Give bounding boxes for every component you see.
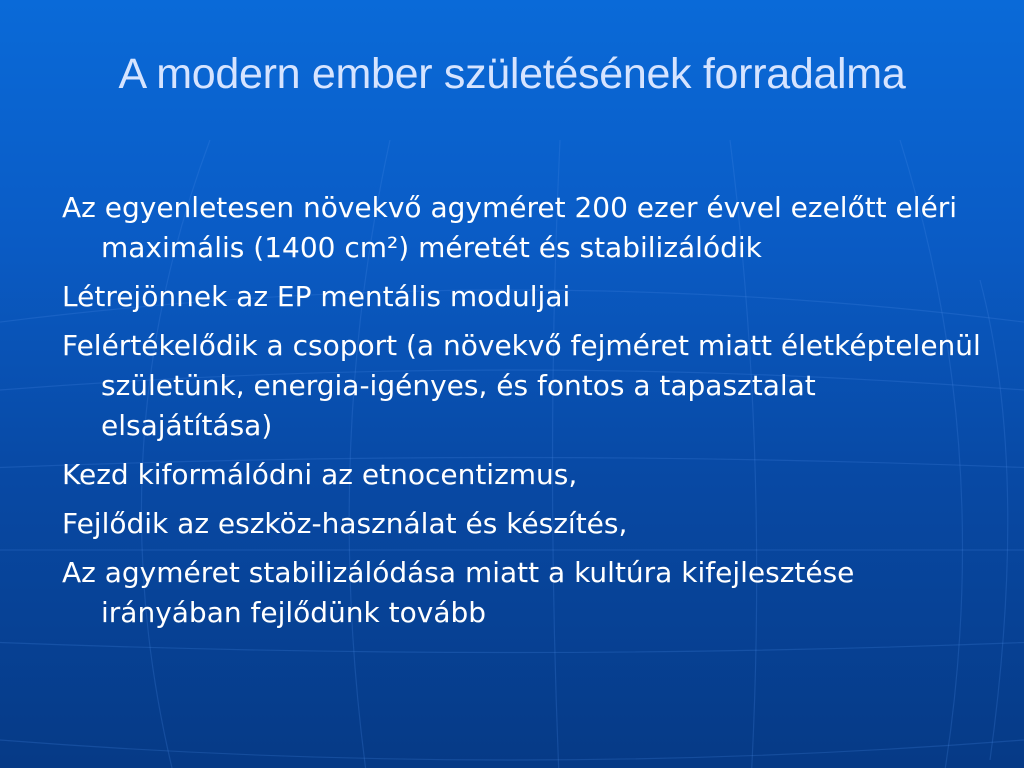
slide-title: A modern ember születésének forradalma xyxy=(118,50,906,98)
bullet-item: Fejlődik az eszköz-használat és készítés, xyxy=(62,507,628,540)
bullet-item: Kezd kiformálódni az etnocentizmus, xyxy=(62,458,578,491)
bullet-item: Létrejönnek az EP mentális moduljai xyxy=(62,280,571,313)
bullet-list xyxy=(62,188,982,642)
bullet-item: Az egyenletesen növekvő agyméret 200 ezer évvel ezelőtt eléri maximális (1400 cm²) méretét és stabilizálódik xyxy=(62,191,958,264)
bullet-item: Felértékelődik a csoport (a növekvő fejméret miatt életképtelenül születünk, energia-igényes, és fontos a tapasztalat elsajátítása) xyxy=(62,329,981,442)
bullet-item: Az agyméret stabilizálódása miatt a kultúra kifejlesztése irányában fejlődünk tovább xyxy=(62,556,855,629)
